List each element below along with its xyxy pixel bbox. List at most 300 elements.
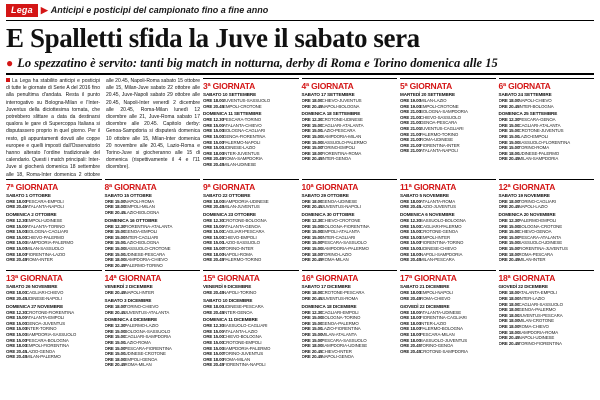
match-time: ORE 18.00 (498, 295, 520, 301)
round-title: 8ª GIORNATA (104, 181, 157, 192)
match-time: ORE 18.00 (301, 290, 323, 296)
match-teams: NAPOLI-SAMPDORIA (420, 251, 463, 257)
match-row (105, 362, 201, 368)
match-teams: MILAN-JUVENTUS (223, 204, 260, 210)
intro-paragraph: La Lega ha stabilito anticipi e posticipi di tutte le giornate di Serie A del 2016 fino alla penultima d'andata. Resta il punto interrogativo su Bologna-Milan e l'Inter-Juventus della diciottesima tornata, che potrebbero slittare a data da destinarsi qualora le gare di Supercoppa Italiana si disputassero proprio in quel giorno. Per il resto, gli appuntamenti dovuti alle coppe europee e quelli imposti dall'Osservatorio hanno alterato l'ordine tradizionale del calendario. Questi i match principali: Inter-Juve si giocherà domenica 18 settembre alle 18, Roma-Inter domenica 2 ottobre alle 20.45, Napoli-Roma sabato 15 ottobre alle 15, Milan-Juve sabato 22 ottobre alle 20.45, Juve-Napoli sabato 29 ottobre alle 20.45, Napoli-Inter venerdì 2 dicembre alle 20.45, Roma-Milan lunedì 12 dicembre alle 21, Juve-Roma sabato 17 dicembre alle 20.45. Capitolo derby: Genoa-Sampdoria si disputerà domenica 10 ottobre alle 15, Milan-Inter domenica 20 novembre alle 20.45, Lazio-Roma e Torino-Juve si giocheranno alle 15 di domenica (rispettivamente il 4 e l'11 dicembre). (6, 78, 200, 178)
match-row (6, 296, 102, 302)
match-row (203, 204, 299, 210)
match-row (302, 296, 398, 302)
match-teams: INTER-CAGLIARI (124, 234, 159, 240)
match-day-label: SABATO 10 SETTEMBRE (203, 92, 257, 97)
match-time: ORE 12.30 (498, 117, 520, 123)
match-time: ORE 20.45 (6, 204, 27, 210)
match-time: ORE 18.00 (6, 290, 27, 296)
match-day-group (499, 92, 595, 109)
match-row (105, 263, 201, 269)
match-time: ORE 18.00 (400, 320, 421, 326)
match-time: ORE 18.00 (498, 301, 520, 307)
match-time: ORE 12.30 (301, 117, 323, 123)
match-teams: CHIEVO-CROTONE (321, 218, 361, 224)
match-time: ORE 18.00 (400, 331, 421, 337)
match-time: ORE 18.00 (203, 98, 224, 103)
match-time: ORE 21.00 (400, 148, 421, 154)
match-day-label: DOMENICA 20 NOVEMBRE (498, 212, 556, 218)
match-teams: LAZIO-BOLOGNA (124, 210, 160, 216)
round-title: 3ª GIORNATA (203, 81, 256, 91)
match-time: ORE 15.00 (301, 223, 323, 229)
match-teams: NAPOLI-CHIEVO (518, 98, 552, 103)
match-teams: TORINO-CHIEVO (124, 303, 159, 309)
match-teams: PESCARA-TORINO (223, 117, 262, 123)
kicker-divider (6, 20, 594, 21)
match-day-label: DOMENICA 11 DICEMBRE (203, 317, 258, 323)
match-teams: NAPOLI-LAZIO (518, 204, 548, 210)
match-time: ORE 19.00 (400, 98, 421, 103)
match-teams: CROTONE-SAMPDORIA (420, 348, 468, 354)
match-teams: NAPOLI-ROMA (223, 251, 253, 257)
match-teams: EMPOLI-UDINESE (26, 218, 63, 224)
match-day-group (6, 212, 102, 263)
match-teams: SAMPDORIA-CHIEVO (124, 257, 168, 263)
match-time: ORE 18.00 (498, 312, 520, 318)
match-time: ORE 15.00 (203, 246, 224, 251)
kicker-bar (6, 4, 594, 17)
paragraph-marker-icon (6, 78, 10, 82)
match-time: ORE 15.00 (6, 229, 27, 235)
match-day-group (203, 284, 299, 296)
match-time: ORE 18.00 (203, 356, 224, 362)
match-teams: PALERMO-BOLOGNA (420, 326, 463, 332)
match-teams: NAPOLI-BOLOGNA (321, 103, 360, 109)
match-time: ORE 15.00 (301, 331, 323, 337)
match-day-group (203, 317, 299, 368)
match-teams: NAPOLI-UDINESE (518, 335, 555, 341)
match-teams: BOLOGNA-TORINO (321, 315, 361, 321)
match-day-label: SABATO 17 DICEMBRE (301, 284, 351, 290)
match-teams: INTER-LAZIO (420, 320, 447, 326)
match-time: ORE 15.00 (400, 229, 421, 235)
article-intro (6, 78, 200, 179)
match-teams: CHIEVO-JUVENTUS (321, 98, 362, 103)
match-teams: TORINO-JUVENTUS (223, 351, 264, 357)
match-teams: SAMPDORIA-UDINESE (321, 343, 368, 349)
match-teams: ROMA-CHIEVO (420, 295, 451, 301)
match-time: ORE 19.00 (400, 103, 421, 109)
match-teams: LAZIO-PESCARA (321, 128, 356, 134)
match-time: ORE 18.00 (498, 307, 520, 313)
match-time: ORE 15.00 (498, 229, 520, 235)
match-time: ORE 15.00 (203, 234, 224, 240)
match-teams: MILAN-PESCARA (420, 257, 455, 263)
match-time: ORE 18.00 (301, 343, 323, 349)
match-teams: CAGLIARI-CHIEVO (26, 290, 64, 296)
match-time: ORE 20.45 (498, 340, 520, 346)
match-teams: EMPOLI-NAPOLI (420, 290, 453, 296)
match-teams: GENOA-FIORENTINA (223, 133, 266, 139)
match-day-label: SABATO 29 OTTOBRE (301, 192, 349, 198)
match-time: ORE 15.00 (6, 246, 27, 251)
match-time: ORE 15.00 (498, 122, 520, 128)
match-row (6, 204, 102, 210)
match-teams: FIORENTINA-INTER (420, 142, 460, 148)
match-time: ORE 15.00 (498, 133, 520, 139)
match-time: ORE 15.00 (498, 246, 520, 251)
match-time: ORE 21.00 (400, 120, 421, 126)
match-time: ORE 20.45 (104, 309, 126, 315)
match-time: ORE 20.45 (6, 295, 27, 301)
match-teams: SAMPDORIA-MILAN (321, 133, 362, 139)
match-time: ORE 20.45 (301, 295, 323, 301)
match-time: ORE 15.00 (104, 339, 126, 345)
match-teams: CROTONE-GENOA (420, 229, 458, 235)
match-teams: NAPOLI-ROMA (124, 198, 155, 204)
match-day-group (302, 212, 398, 263)
match-teams: PESCARA-BOLOGNA (26, 337, 69, 343)
match-teams: INTER-CAGLIARI (321, 234, 356, 240)
match-teams: LAZIO-SASSUOLO (223, 240, 260, 246)
match-time: ORE 18.00 (400, 326, 421, 332)
match-day-group (302, 92, 398, 109)
match-time: ORE 15.00 (203, 345, 224, 351)
match-day-group (105, 317, 201, 368)
match-teams: ATALANTA-NAPOLI (26, 204, 64, 210)
match-time: ORE 18.00 (400, 315, 421, 321)
match-time: ORE 20.45 (203, 257, 224, 263)
match-time: ORE 20.45 (104, 262, 126, 268)
match-teams: GENOA-PESCARA (420, 120, 458, 126)
match-time: ORE 20.45 (203, 204, 224, 210)
match-teams: CROTONE-PESCARA (321, 290, 365, 296)
match-time: ORE 21.00 (400, 109, 421, 115)
round-block (499, 270, 595, 370)
match-time: ORE 18.00 (203, 303, 224, 309)
match-time: ORE 20.45 (498, 335, 520, 341)
match-teams: CAGLIARI-SAMPDORIA (124, 334, 172, 340)
match-row (499, 257, 595, 263)
match-time: ORE 15.00 (203, 334, 224, 340)
match-time: ORE 12.30 (400, 218, 421, 224)
match-time: ORE 20.45 (104, 362, 126, 368)
subheadline (6, 56, 594, 70)
match-teams: ATALANTA-EMPOLI (518, 290, 557, 296)
round-title: 10ª GIORNATA (301, 181, 359, 192)
match-time: ORE 12.30 (301, 218, 323, 224)
match-time: ORE 15.00 (104, 351, 126, 357)
match-teams: JUVENTUS-ROMA (321, 295, 359, 301)
match-time: ORE 15.00 (104, 229, 126, 235)
match-time: ORE 20.45 (400, 204, 421, 210)
match-teams: MILAN-INTER (518, 257, 546, 263)
bullet-icon: ● (6, 56, 14, 70)
match-teams: FIORENTINA-ATALANTA (124, 223, 173, 229)
match-time: ORE 20.45 (6, 348, 27, 354)
match-teams: LAZIO-EMPOLI (518, 133, 549, 139)
match-time: ORE 15.00 (203, 133, 224, 139)
round-title: 14ª GIORNATA (104, 273, 162, 284)
match-time: ORE 15.00 (400, 223, 421, 229)
round-block (400, 78, 496, 179)
match-row (203, 257, 299, 263)
match-time: ORE 18.00 (104, 257, 126, 263)
match-row (499, 104, 595, 110)
match-time: ORE 20.45 (400, 343, 421, 349)
match-teams: SASSUOLO-CAGLIARI (223, 323, 268, 329)
match-time: ORE 18.00 (104, 204, 126, 210)
match-teams: UDINESE-CROTONE (124, 351, 166, 357)
match-teams: UDINESE-PESCARA (223, 303, 264, 309)
match-teams: CROTONE-BOLOGNA (223, 218, 267, 224)
match-time: ORE 12.30 (203, 218, 224, 224)
match-teams: ATALANTA-GENOA (223, 223, 261, 229)
headline-divider (6, 73, 594, 75)
match-teams: TORINO-EMPOLI (321, 145, 356, 151)
match-time: ORE 15.00 (301, 229, 323, 235)
match-day-group (203, 212, 299, 263)
match-teams: SASSUOLO-UDINESE (518, 240, 563, 246)
match-teams: CAGLIARI-ATALANTA (321, 122, 364, 128)
match-time: ORE 20.45 (6, 354, 27, 360)
match-time: ORE 18.00 (400, 290, 421, 296)
match-day-label: DOMENICA 25 SETTEMBRE (498, 111, 558, 117)
match-day-label: DOMENICA 30 OTTOBRE (301, 212, 355, 218)
match-teams: TORINO-ROMA (518, 145, 550, 151)
match-day-group (302, 111, 398, 162)
match-teams: TORINO-CAGLIARI (518, 198, 556, 204)
match-time: ORE 15.00 (6, 234, 27, 240)
match-time: ORE 21.00 (400, 142, 421, 148)
round-title: 6ª GIORNATA (498, 81, 551, 91)
match-teams: TORINO-INTER (223, 246, 254, 251)
match-teams: SAMPDORIA-ROMA (518, 329, 559, 335)
match-time: ORE 15.00 (104, 198, 126, 204)
match-teams: BOLOGNA-CROTONE (518, 223, 563, 229)
match-day-label: DOMENICA 11 SETTEMBRE (203, 111, 262, 117)
match-time: ORE 15.00 (498, 223, 520, 229)
match-teams: UDINESE-PESCARA (124, 251, 165, 257)
match-teams: ROMA-MILAN (321, 257, 349, 263)
match-row (105, 210, 201, 216)
match-time: ORE 15.00 (400, 240, 421, 246)
match-teams: MILAN-LAZIO (420, 98, 447, 103)
match-teams: INTER-LAZIO (518, 295, 545, 301)
match-time: ORE 15.00 (6, 326, 27, 332)
match-row (302, 204, 398, 210)
match-day-label: SABATO 3 DICEMBRE (104, 297, 152, 303)
match-time: ORE 18.00 (104, 303, 126, 309)
match-teams: INTER-TORINO (26, 326, 57, 332)
match-day-label: SABATO 21 DICEMBRE (400, 284, 450, 290)
round-block (203, 78, 299, 179)
match-time: ORE 12.30 (6, 218, 27, 224)
match-time: ORE 20.45 (104, 290, 126, 296)
match-day-group (499, 284, 595, 346)
match-time: ORE 20.45 (203, 156, 224, 162)
match-teams: CAGLIARI-ATALANTA (518, 122, 561, 128)
match-time: ORE 20.45 (203, 103, 224, 109)
match-teams: ROMA-UDINESE (420, 137, 453, 143)
match-time: ORE 15.00 (203, 139, 224, 145)
round-title: 7ª GIORNATA (6, 181, 59, 192)
match-teams: CHIEVO-GENOA (518, 229, 552, 235)
round-block (302, 270, 398, 370)
match-time: ORE 18.00 (498, 318, 520, 324)
page-title: E Spalletti sfida la Juve il sabato sera (6, 23, 420, 53)
match-teams: LAZIO-ROMA (124, 339, 151, 345)
match-teams: BOLOGNA-SAMPDORIA (420, 109, 468, 115)
match-row (203, 162, 299, 168)
match-time: ORE 15.00 (104, 345, 126, 351)
match-teams: ATALANTA-UDINESE (420, 309, 462, 315)
match-time: ORE 20.45 (301, 103, 323, 109)
match-time: ORE 15.00 (400, 234, 421, 240)
match-row (302, 104, 398, 110)
match-teams: CHIEVO-INTER (321, 348, 352, 354)
match-teams: PESCARA-FIORENTINA (124, 345, 172, 351)
match-teams: JUVENTUS-PESCARA (518, 312, 563, 318)
match-time: ORE 15.00 (301, 234, 323, 240)
match-teams: FIORENTINA-TORINO (420, 240, 464, 246)
match-row (499, 204, 595, 210)
match-teams: FIORENTINA-ROMA (321, 150, 362, 156)
match-teams: UDINESE-CHIEVO (420, 246, 457, 251)
match-time: ORE 15.00 (301, 128, 323, 134)
round-title: 5ª GIORNATA (400, 81, 453, 91)
rounds-grid (6, 78, 594, 370)
match-teams: TORINO-LAZIO (321, 251, 352, 257)
match-day-group (6, 304, 102, 360)
match-time: ORE 15.00 (301, 133, 323, 139)
match-row (105, 310, 201, 316)
match-day-group (400, 92, 496, 154)
match-time: ORE 18.00 (6, 198, 27, 204)
match-time: ORE 15.00 (301, 326, 323, 332)
match-day-group (400, 304, 496, 355)
match-teams: ROMA-PESCARA (518, 251, 553, 257)
match-day-label: SABATO 5 NOVEMBRE (400, 192, 449, 198)
match-teams: EMPOLI-GENOA (124, 356, 158, 362)
round-block (6, 270, 102, 370)
match-teams: ATALANTA-NAPOLI (420, 148, 458, 154)
match-teams: FIORENTINA-NAPOLI (223, 362, 266, 368)
match-time: ORE 18.00 (203, 251, 224, 257)
match-time: ORE 18.00 (498, 323, 520, 329)
match-day-group (105, 193, 201, 216)
match-day-label: DOMENICA 18 DICEMBRE (301, 303, 357, 309)
match-row (203, 290, 299, 296)
match-time: ORE 15.00 (6, 223, 27, 229)
match-time: ORE 15.00 (203, 122, 224, 128)
match-time: ORE 20.45 (301, 348, 323, 354)
match-day-group (203, 298, 299, 315)
match-time: ORE 18.00 (498, 98, 520, 103)
match-teams: FIORENTINA-JUVENTUS (518, 246, 568, 251)
match-time: ORE 20.45 (301, 204, 323, 210)
match-teams: CHIEVO-BOLOGNA (223, 334, 262, 340)
match-day-group (105, 284, 201, 296)
match-time: ORE 20.45 (301, 354, 323, 360)
round-block (6, 179, 102, 271)
match-teams: BOLOGNA-SASSUOLO (124, 328, 171, 334)
match-row (203, 362, 299, 368)
match-row (499, 341, 595, 347)
match-time: ORE 12.30 (301, 309, 323, 315)
match-teams: CROTONE-JUVENTUS (518, 128, 564, 134)
match-teams: JUVENTUS-CAGLIARI (420, 125, 464, 131)
match-teams: MILAN-SASSUOLO (26, 246, 64, 251)
match-day-label: SABATO 19 NOVEMBRE (498, 192, 550, 198)
match-time: ORE 15.00 (203, 128, 224, 134)
match-teams: ROMA-CHIEVO (518, 323, 549, 329)
match-teams: PESCARA-EMPOLI (26, 198, 64, 204)
match-time: ORE 15.00 (498, 240, 520, 246)
match-teams: PESCARA-GENOA (518, 117, 556, 123)
match-day-label: SABATO 24 SETTEMBRE (498, 92, 552, 97)
round-block (302, 179, 398, 271)
match-teams: CHIEVO-PALERMO (26, 234, 65, 240)
match-day-label: GIOVEDÌ 22 DICEMBRE (498, 284, 548, 290)
match-time: ORE 18.00 (301, 251, 323, 257)
match-teams: INTER-BOLOGNA (518, 103, 554, 109)
match-time: ORE 15.00 (6, 337, 27, 343)
match-day-label: DOMENICA 23 OTTOBRE (203, 212, 256, 218)
kicker-text: Anticipi e posticipi del campionato fino a fine anno (50, 5, 269, 15)
match-time: ORE 18.00 (498, 329, 520, 335)
match-time: ORE 15.00 (301, 240, 323, 246)
match-teams: PALERMO-TORINO (124, 262, 163, 268)
match-day-label: DOMENICA 16 OTTOBRE (104, 217, 158, 223)
match-teams: PESCARA-SASSUOLO (321, 337, 367, 343)
match-time: ORE 20.45 (104, 210, 126, 216)
match-time: ORE 20.45 (6, 257, 27, 263)
match-time: ORE 15.00 (104, 334, 126, 340)
match-teams: INTER-GENOA (321, 156, 351, 162)
match-teams: BOLOGNA-FIORENTINA (321, 223, 370, 229)
match-teams: MILAN-SAMPDORIA (518, 156, 559, 162)
match-teams: UDINESE-LAZIO (223, 145, 256, 151)
match-day-group (400, 193, 496, 210)
match-teams: CROTONE-UDINESE (321, 117, 363, 123)
match-teams: CAGLIARI-SASSUOLO (518, 301, 563, 307)
match-time: ORE 15.00 (301, 145, 323, 151)
match-time: ORE 21.00 (400, 131, 421, 137)
match-day-label: SABATO 15 OTTOBRE (104, 192, 152, 198)
round-title: 15ª GIORNATA (203, 273, 260, 284)
match-teams: FIORENTINA-CAGLIARI (420, 315, 467, 321)
match-teams: UDINESE-NAPOLI (26, 295, 62, 301)
round-title: 17ª GIORNATA (400, 273, 457, 284)
match-teams: PESCARA-MILAN (420, 331, 455, 337)
round-block (203, 270, 299, 370)
match-teams: NAPOLI-GENOA (321, 354, 354, 360)
match-row (400, 349, 496, 355)
match-time: ORE 18.00 (6, 251, 27, 257)
match-teams: TORINO-FIORENTINA (518, 340, 562, 346)
match-time: ORE 15.00 (498, 139, 520, 145)
match-day-label: DOMENICA 18 SETTEMBRE (301, 111, 361, 117)
match-teams: LAZIO-JUVENTUS (420, 204, 456, 210)
round-title: 18ª GIORNATA (498, 273, 556, 284)
match-teams: MILAN-PALERMO (26, 354, 61, 360)
match-row (302, 257, 398, 263)
match-time: ORE 20.45 (301, 257, 323, 263)
match-day-label: SABATO 10 DICEMBRE (203, 297, 253, 303)
match-day-group (6, 284, 102, 301)
match-row (400, 204, 496, 210)
match-teams: PESCARA-ATALANTA (518, 234, 562, 240)
round-title: 16ª GIORNATA (301, 273, 359, 284)
match-time: ORE 18.00 (400, 309, 421, 315)
match-teams: PALERMO-EMPOLI (518, 218, 557, 224)
